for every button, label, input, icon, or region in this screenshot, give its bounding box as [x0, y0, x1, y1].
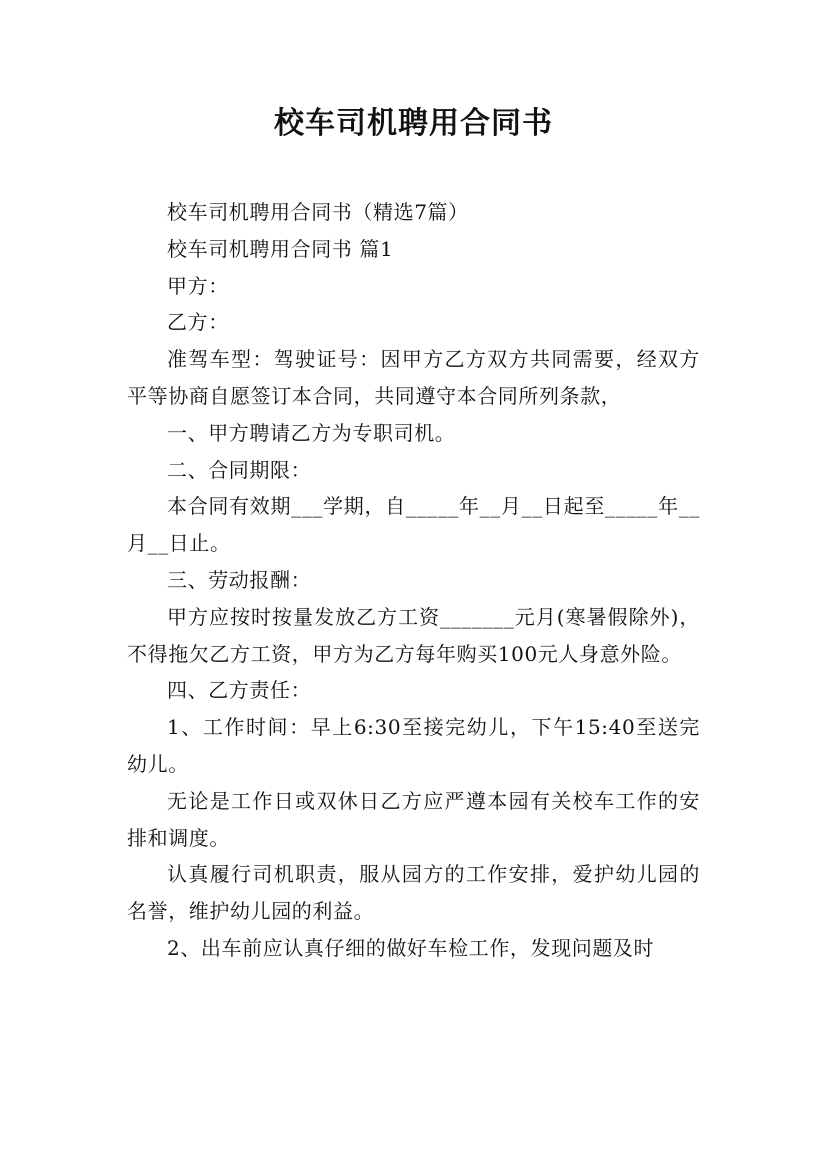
- paragraph: 认真履行司机职责，服从园方的工作安排，爱护幼儿园的名誉，维护幼儿园的利益。: [127, 862, 700, 924]
- paragraph: 本合同有效期___学期，自_____年__月__日起至_____年__月__日止。: [127, 494, 700, 556]
- paragraph: 2、出车前应认真仔细的做好车检工作，发现问题及时: [167, 935, 655, 960]
- paragraph: 甲方：: [167, 273, 229, 298]
- paragraph: 一、甲方聘请乙方为专职司机。: [167, 420, 456, 445]
- paragraph: 甲方应按时按量发放乙方工资_______元月(寒暑假除外)，不得拖欠乙方工资，甲方为乙方每年购买100元人身意外险。: [127, 604, 700, 666]
- paragraph: 1、工作时间：早上6:30至接完幼儿，下午15:40至送完幼儿。: [127, 715, 700, 776]
- paragraph: 无论是工作日或双休日乙方应严遵本园有关校车工作的安排和调度。: [127, 788, 700, 850]
- paragraph: 四、乙方责任：: [167, 678, 312, 703]
- document-title: 校车司机聘用合同书: [274, 106, 553, 141]
- paragraph: 准驾车型：驾驶证号：因甲方乙方双方共同需要，经双方平等协商自愿签订本合同，共同遵守本合同所列条款，: [127, 347, 700, 408]
- document-body: [127, 194, 700, 967]
- paragraph: 三、劳动报酬：: [167, 567, 312, 592]
- paragraph: 乙方：: [167, 310, 229, 335]
- paragraph: 校车司机聘用合同书 篇1: [167, 236, 394, 261]
- paragraph: 校车司机聘用合同书（精选7篇）: [167, 200, 469, 224]
- paragraph: 二、合同期限：: [167, 457, 312, 482]
